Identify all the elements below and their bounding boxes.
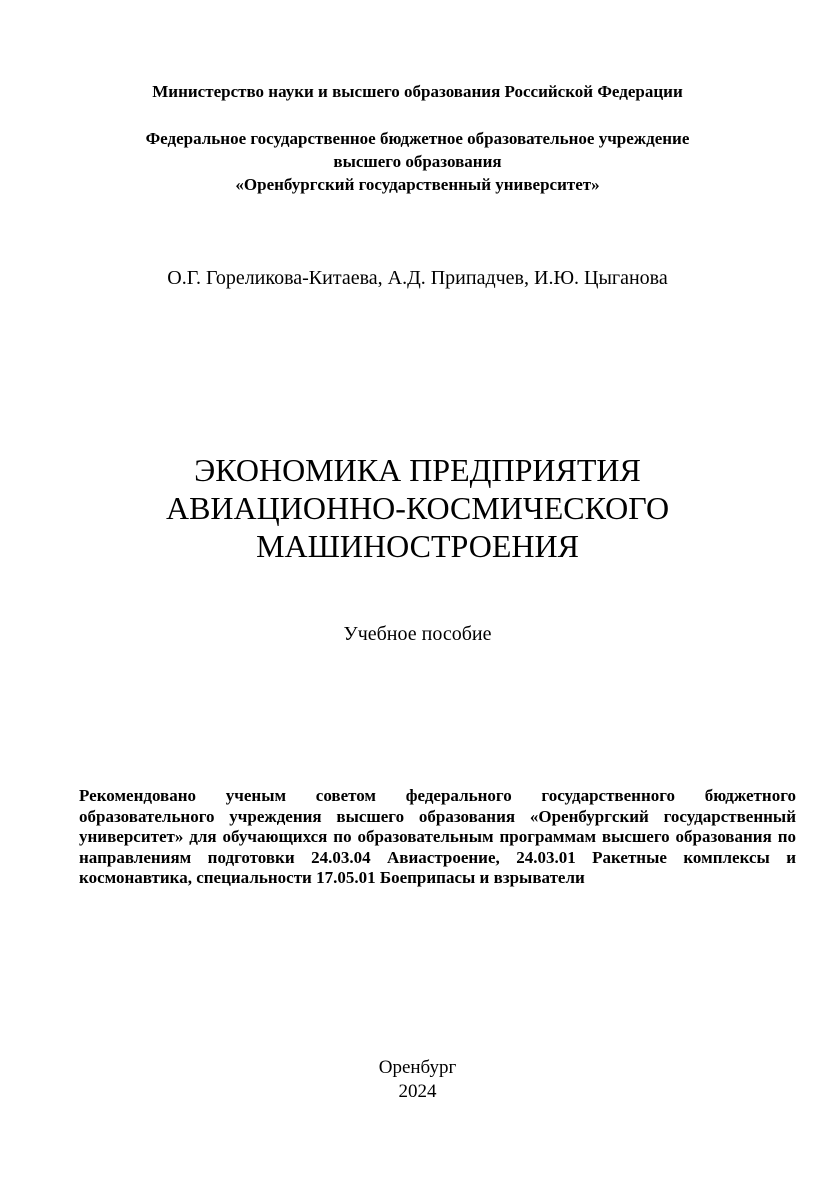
title-line-2: АВИАЦИОННО-КОСМИЧЕСКОГО <box>165 490 670 526</box>
institution-name <box>0 127 835 196</box>
book-type: Учебное пособие <box>343 623 492 645</box>
institution-line-3: «Оренбургский государственный университет» <box>235 175 600 194</box>
institution-line-1: Федеральное государственное бюджетное образовательное учреждение <box>145 129 690 148</box>
authors: О.Г. Гореликова-Китаева, А.Д. Припадчев, И.Ю. Цыганова <box>167 267 668 289</box>
title-line-1: ЭКОНОМИКА ПРЕДПРИЯТИЯ <box>194 452 641 488</box>
imprint <box>0 1056 835 1104</box>
institution-line-2: высшего образования <box>333 152 502 171</box>
title-line-3: МАШИНОСТРОЕНИЯ <box>256 528 579 564</box>
year: 2024 <box>398 1081 437 1102</box>
city: Оренбург <box>378 1057 457 1078</box>
recommendation-text: Рекомендовано ученым советом федерального государственного бюджетного образовательного учреждения высшего образования «Оренбургский государственный университет» для обучающихся по образовательным программам высшего образования по направлениям подготовки 24.03.04 Авиастроение, 24.03.01 Ракетные комплексы и космонавтика, специальности 17.05.01 Боеприпасы и взрыватели <box>79 786 796 887</box>
book-title <box>0 451 835 565</box>
ministry-name: Министерство науки и высшего образования Российской Федерации <box>152 82 683 101</box>
